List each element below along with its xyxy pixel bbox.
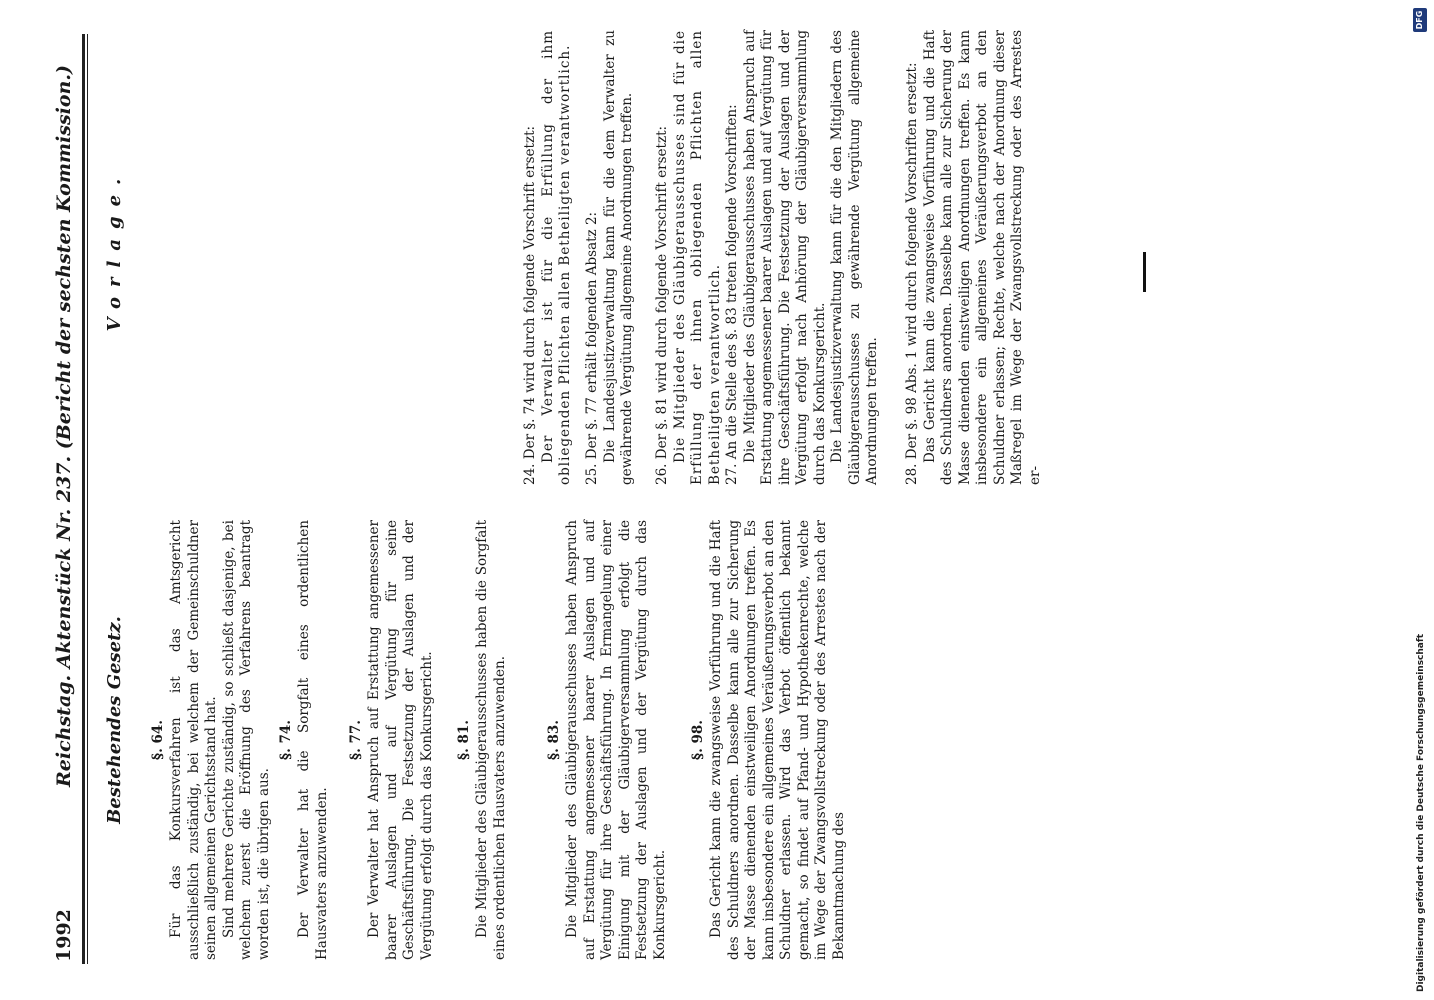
amendment-text: Der Verwalter ist für die Erfüllung der ihm obliegenden Pflichten allen Betheiligten verantwortlich. <box>539 30 573 485</box>
amendment-24 <box>522 30 575 485</box>
section-text: Das Gericht kann die zwangsweise Vorführung und die Haft des Schuldners anordnen. Dasselbe kann alle zur Sicherung der Masse dienenden einstweiligen Anordnungen treffen. Es kann insbesondere ein allgemeines Veräußerungsverbot an den Schuldner erlassen. Wird das Verbot öffentlich bekannt gemacht, so findet auf Pfand- und Hypothekenrechte, welche im Wege der Zwangsvollstreckung oder des Arrestes nach der Bekanntmachung des <box>708 520 847 960</box>
amendment-text: Das Gericht kann die zwangsweise Vorführung und die Haft des Schuldners anordnen. Dasselbe kann alle zur Sicherung der Masse dienenden einstweiligen Anordnungen treffen. Es kann insbesondere ein allgemeines Veräußerungsverbot an den Schuldner erlassen; Rechte, welche nach der Anordnung dieser Maßregel im Wege der Zwangsvollstreckung oder des Arrestes er- <box>921 30 1043 485</box>
amendment-number: 28. <box>904 463 920 485</box>
section-text: Die Mitglieder des Gläubigerausschusses haben die Sorgfalt eines ordentlichen Hausvaters anzuwenden. <box>474 520 508 960</box>
section-text: Sind mehrere Gerichte zuständig, so schließt dasjenige, bei welchem zuerst die Eröffnung des Verfahrens beantragt worden ist, die übrigen aus. <box>220 520 272 960</box>
amendment-text: Die Landesjustizverwaltung kann für die dem Verwalter zu gewährende Vergütung allgemeine Anordnungen treffen. <box>601 30 635 485</box>
section-heading: §. 98. <box>690 720 706 760</box>
digitization-note: Digitalisierung gefördert durch die Deutsche Forschungsgemeinschaft <box>1416 633 1426 992</box>
amendment-heading <box>724 30 742 485</box>
section-text: Für das Konkursverfahren ist das Amtsgericht ausschließlich zuständig, bei welchem der Gemeinschuldner seinen allgemeinen Gerichtsstand hat. <box>168 520 219 960</box>
section-74 <box>278 520 331 960</box>
amendment-intro: Der §. 74 wird durch folgende Vorschrift ersetzt: <box>522 125 538 460</box>
dfg-logo: DFG <box>1413 8 1427 32</box>
amendment-25 <box>584 30 637 485</box>
amendment-heading <box>654 30 672 485</box>
section-text: Der Verwalter hat Anspruch auf Erstattung angemessener baarer Auslagen und auf Vergütung für seine Geschäftsführung. Die Festsetzung der Auslagen und der Vergütung erfolgt durch das Konkursgericht. <box>366 520 435 960</box>
amendment-number: 27. <box>724 463 740 485</box>
amendment-27 <box>724 30 882 485</box>
section-heading: §. 74. <box>278 720 294 760</box>
amendment-heading <box>584 30 602 485</box>
amendment-intro: An die Stelle des §. 83 treten folgende Vorschriften: <box>724 104 740 460</box>
section-heading: §. 77. <box>348 720 364 760</box>
right-column-heading: Vorlage. <box>104 168 125 332</box>
section-heading: §. 83. <box>546 720 562 760</box>
section-98 <box>690 520 848 960</box>
section-64 <box>150 520 273 960</box>
page-title: Reichstag. Aktenstück Nr. 237. (Bericht der sechsten Kommission.) <box>53 65 75 787</box>
section-77 <box>348 520 436 960</box>
section-heading: §. 81. <box>456 720 472 760</box>
section-text: Die Mitglieder des Gläubigerausschusses haben Anspruch auf Erstattung angemessener baarer Auslagen und auf Vergütung für ihre Geschäftsführung. In Ermangelung einer Einigung mit der Gläubigerversammlung erfolgt die Festsetzung der Auslagen und der Vergütung durch das Konkursgericht. <box>564 520 668 960</box>
page-number: 1992 <box>53 909 75 962</box>
section-81 <box>456 520 509 960</box>
amendment-intro: Der §. 77 erhält folgenden Absatz 2: <box>584 211 600 460</box>
amendment-heading <box>904 30 922 485</box>
amendment-text: Die Mitglieder des Gläubigerausschusses sind für die Erfüllung der ihnen obliegenden Pflichten allen Betheiligten verantwortlich. <box>671 30 723 485</box>
header-rule-thin <box>87 34 88 964</box>
amendment-28 <box>904 30 1044 485</box>
section-83 <box>546 520 669 960</box>
section-heading: §. 64. <box>150 720 166 760</box>
left-column-heading: Bestehendes Gesetz. <box>104 616 125 824</box>
section-text: Der Verwalter hat die Sorgfalt eines ordentlichen Hausvaters anzuwenden. <box>296 520 330 960</box>
amendment-number: 24. <box>522 463 538 485</box>
amendment-number: 26. <box>654 463 670 485</box>
header-rule-thick <box>82 34 85 964</box>
amendment-number: 25. <box>584 463 600 485</box>
amendment-26 <box>654 30 724 485</box>
digitization-footer <box>1412 0 1430 1000</box>
amendment-heading <box>522 30 540 485</box>
amendment-text: Die Mitglieder des Gläubigerausschusses haben Anspruch auf Erstattung angemessener baarer Auslagen und auf Vergütung für ihre Geschäftsführung. Die Festsetzung der Auslagen und der Vergütung erfolgt nach Anhörung der Gläubigerversammlung durch das Konkursgericht. <box>741 30 828 485</box>
amendment-intro: Der §. 81 wird durch folgende Vorschrift ersetzt: <box>654 125 670 460</box>
page-header <box>48 32 80 962</box>
margin-mark <box>1143 252 1146 292</box>
amendment-intro: Der §. 98 Abs. 1 wird durch folgende Vorschriften ersetzt: <box>904 62 920 460</box>
amendment-text: Die Landesjustizverwaltung kann für die den Mitgliedern des Gläubigerausschusses zu gewährende Vergütung allgemeine Anordnungen treffen. <box>829 30 880 485</box>
